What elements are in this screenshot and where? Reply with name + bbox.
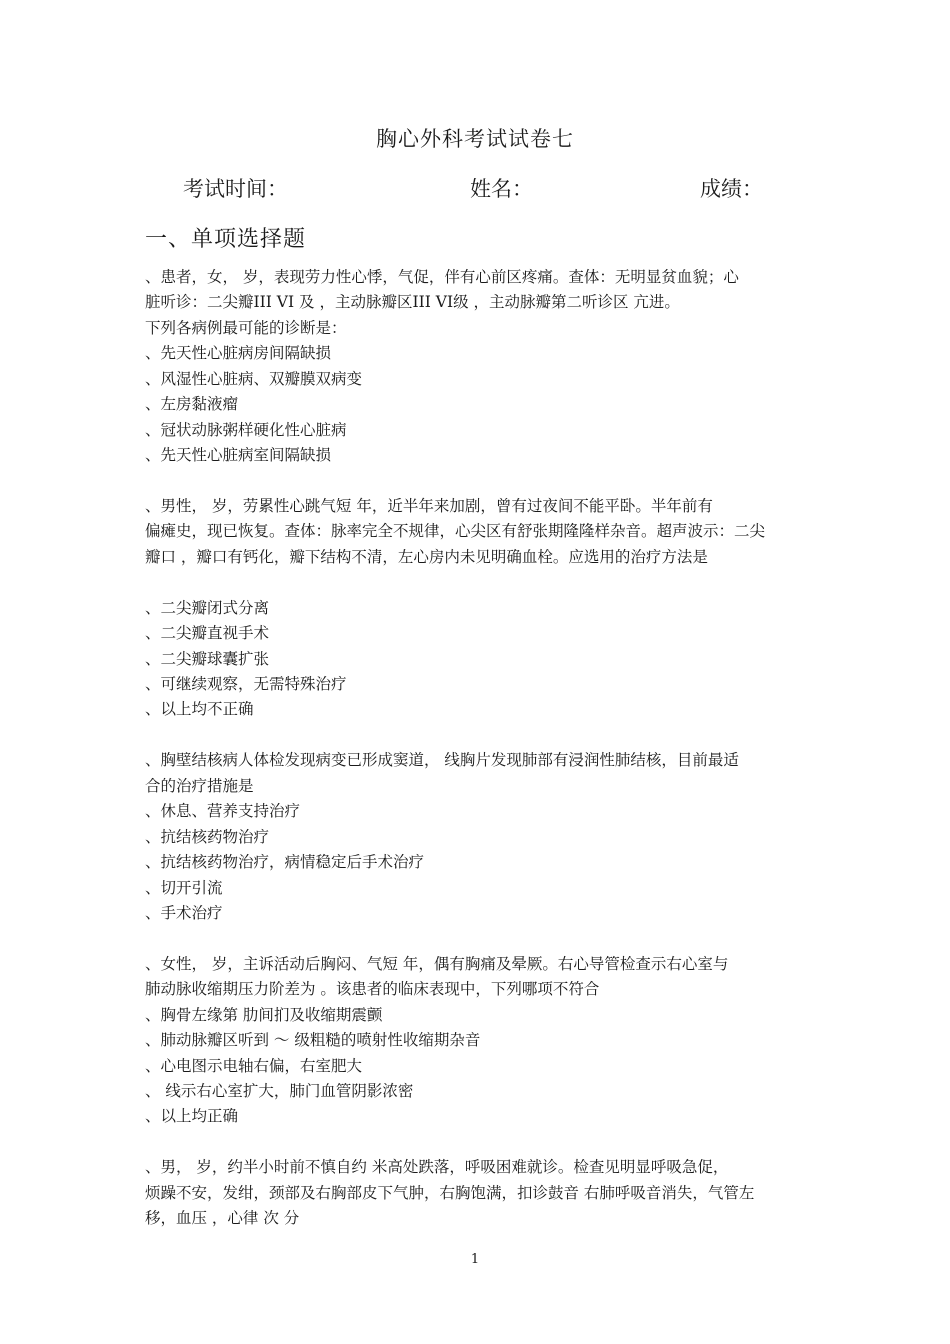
answer-option: 、 线示右心室扩大，肺门血管阴影浓密	[145, 1082, 414, 1100]
answer-option: 、休息、营养支持治疗	[145, 802, 301, 821]
answer-option: 、左房黏液瘤	[145, 395, 239, 414]
exam-time-label: 考试时间：	[183, 177, 288, 201]
question-stem-line: 瓣口 ，瓣口有钙化，瓣下结构不清，左心房内未见明确血栓。应选用的治疗方法是	[145, 547, 708, 566]
question-block	[145, 494, 815, 723]
question-block	[145, 1155, 815, 1231]
answer-option: 、冠状动脉粥样硬化性心脏病	[145, 420, 347, 439]
answer-option: 、可继续观察，无需特殊治疗	[145, 675, 347, 693]
question-stem-line: 、胸壁结核病人体检发现病变已形成窦道， 线胸片发现肺部有浸润性肺结核，目前最适	[145, 751, 739, 770]
question-list	[145, 265, 815, 1232]
answer-option: 、手术治疗	[145, 903, 223, 922]
answer-option: 、切开引流	[145, 878, 223, 897]
answer-option: 、抗结核药物治疗	[145, 827, 270, 846]
question-stem-line: 烦躁不安，发绀，颈部及右胸部皮下气肿，右胸饱满，扣诊鼓音 右肺呼吸音消失，气管左	[145, 1183, 755, 1202]
question-stem-line: 下列各病例最可能的诊断是：	[145, 318, 347, 337]
question-stem-line	[145, 570, 815, 595]
name-label: 姓名：	[470, 177, 533, 201]
question-stem-line: 、男， 岁，约半小时前不慎自约 米高处跌落，呼吸困难就诊。检查见明显呼吸急促，	[145, 1158, 729, 1177]
answer-option: 、先天性心脏病室间隔缺损	[145, 446, 332, 465]
answer-option: 、先天性心脏病房间隔缺损	[145, 344, 332, 363]
answer-option: 、以上均正确	[145, 1107, 239, 1126]
score-label: 成绩：	[700, 177, 763, 201]
question-stem-line: 偏瘫史，现已恢复。查体：脉率完全不规律，心尖区有舒张期隆隆样杂音。超声波示：二尖	[145, 522, 766, 541]
question-stem-line: 脏听诊：二尖瓣III VI 及 ，主动脉瓣区III VI级 ，主动脉瓣第二听诊区 亢进。	[145, 293, 680, 312]
answer-option: 、二尖瓣球囊扩张	[145, 649, 270, 668]
question-stem-line: 合的治疗措施是	[145, 776, 254, 795]
question-separator	[145, 723, 815, 748]
question-block	[145, 952, 815, 1130]
question-separator	[145, 1130, 815, 1155]
answer-option: 、抗结核药物治疗，病情稳定后手术治疗	[145, 853, 425, 872]
question-block	[145, 265, 815, 469]
page-number: 1	[470, 1252, 480, 1267]
answer-option: 、肺动脉瓣区听到 ～ 级粗糙的喷射性收缩期杂音	[145, 1031, 481, 1050]
question-stem-line: 、患者，女， 岁，表现劳力性心悸，气促，伴有心前区疼痛。查体：无明显贫血貌；心	[145, 268, 739, 286]
answer-option: 、以上均不正确	[145, 700, 254, 719]
question-block	[145, 748, 815, 926]
answer-option: 、二尖瓣闭式分离	[145, 598, 270, 617]
question-stem-line: 肺动脉收缩期压力阶差为 。该患者的临床表现中，下列哪项不符合	[145, 980, 600, 999]
question-stem-line: 移，血压 ，心律 次 分	[145, 1209, 300, 1228]
answer-option: 、二尖瓣直视手术	[145, 624, 270, 643]
page-title: 胸心外科考试试卷七	[376, 127, 574, 151]
answer-option: 、风湿性心脏病、双瓣膜双病变	[145, 369, 363, 388]
question-separator	[145, 926, 815, 951]
question-stem-line: 、女性， 岁，主诉活动后胸闷、气短 年，偶有胸痛及晕厥。右心导管检查示右心室与	[145, 954, 729, 973]
answer-option: 、心电图示电轴右偏，右室肥大	[145, 1056, 363, 1075]
section-title: 一、单项选择题	[145, 227, 307, 252]
answer-option: 、胸骨左缘第 肋间扪及收缩期震颤	[145, 1005, 383, 1024]
question-separator	[145, 469, 815, 494]
question-stem-line: 、男性， 岁，劳累性心跳气短 年，近半年来加剧，曾有过夜间不能平卧。半年前有	[145, 496, 713, 515]
